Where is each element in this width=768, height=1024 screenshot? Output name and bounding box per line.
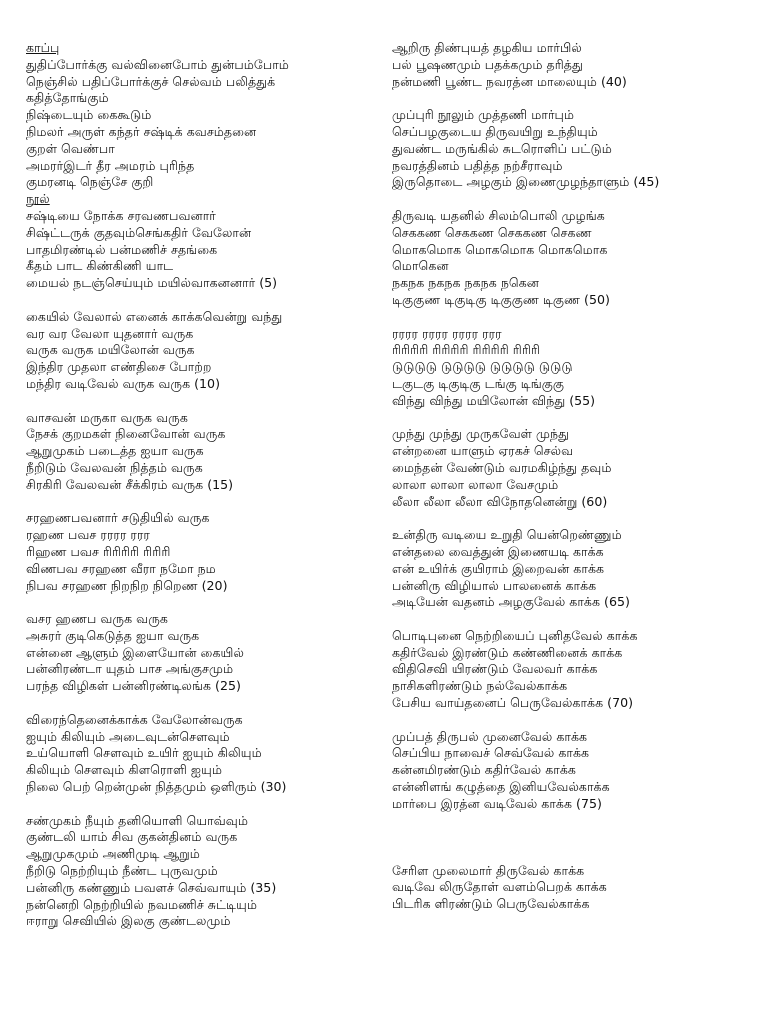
stanza — [392, 326, 764, 410]
stanza — [392, 40, 764, 90]
verse-line: கிலியும் சௌவும் கிளரொளி ஐயும் — [26, 762, 222, 778]
verse-line: மொகமொக மொகமொக மொகமொக — [392, 241, 608, 257]
verse-line: ஆறுமுகம் படைத்த ஐயா வருக — [26, 443, 204, 459]
kappu-verse — [26, 57, 376, 141]
verse-line: ஆறிரு திண்புயத் தழகிய மார்பில் — [392, 40, 582, 55]
verse-line: குண்டலி யாம் சிவ குகன்தினம் வருக — [26, 829, 238, 845]
verse-line: சரஹணபவனார் சடுதியில் வருக — [26, 510, 210, 526]
kappu-heading: காப்பு — [26, 40, 60, 55]
verse-line: திருவடி யதனில் சிலம்பொலி முழங்க — [392, 207, 605, 223]
verse-line: டிகுகுண டிகுடிகு டிகுகுண டிகுண (50) — [392, 291, 610, 307]
verse-line: விதிசெவி யிரண்டும் வேலவர் காக்க — [392, 661, 598, 677]
verse-line: ரஹண பவச ரரரர ரரர — [26, 527, 150, 543]
verse-line: விணபவ சரஹண வீரா நமோ நம — [26, 560, 216, 576]
verse-line: ரரரர ரரரர ரரரர ரரர — [392, 325, 502, 341]
verse-line: நன்னெறி நெற்றியில் நவமணிச் சுட்டியும் — [26, 896, 257, 912]
verse-line: விரைந்தெனைக்காக்க வேலோன்வருக — [26, 711, 243, 727]
nool-heading: நூல் — [26, 191, 50, 207]
stanza — [26, 510, 376, 594]
stanza-gap — [26, 594, 376, 611]
verse-line: நிலை பெற் றென்முன் நித்தமும் ஒளிரும் (30) — [26, 779, 287, 795]
verse-line: நன்மணி பூண்ட நவரத்ன மாலையும் (40) — [392, 73, 627, 89]
verse-line: என் உயிர்க் குயிராம் இறைவன் காக்க — [392, 560, 605, 576]
verse-line: நேசக் குறமகள் நினைவோன் வருக — [26, 426, 226, 442]
verse-line: சிஷ்ட்டருக் குதவும்செங்கதிர் வேலோன் — [26, 224, 252, 240]
verse-line: பிடரிக ளிரண்டும் பெருவேல்காக்க — [392, 896, 590, 912]
verse-line: கதிர்வேல் இரண்டும் கண்ணினைக் காக்க — [392, 644, 623, 660]
verse-line: அடியேன் வதனம் அழகுவேல் காக்க (65) — [392, 594, 630, 610]
stanza — [26, 309, 376, 393]
left-column — [26, 40, 376, 930]
verse-line: நகநக நகநக நகநக நகென — [392, 275, 539, 291]
stanza — [392, 628, 764, 712]
verse-line: லீலா லீலா லீலா விநோதனென்று (60) — [392, 493, 608, 509]
stanza — [392, 208, 764, 309]
verse-line: முப்புரி நூலும் முத்தணி மார்பும் — [392, 107, 575, 123]
verse-line: நெஞ்சில் பதிப்போர்க்குச் செல்வம் பலித்துக் — [26, 73, 276, 89]
stanza-gap — [26, 494, 376, 511]
verse-line: டுடுடுடு டுடுடுடு டுடுடுடு டுடுடு — [392, 359, 573, 375]
verse-line: ரிஹண பவச ரிரிரிரி ரிரிரி — [26, 543, 171, 559]
stanza — [26, 712, 376, 796]
stanza-gap — [26, 292, 376, 309]
verse-line: கீதம் பாட கிண்கிணி யாட — [26, 258, 174, 274]
verse-line: விந்து விந்து மயிலோன் விந்து (55) — [392, 392, 596, 408]
stanza — [392, 426, 764, 510]
stanza-gap — [392, 309, 764, 326]
stanza-gap — [26, 393, 376, 410]
verse-line: நிஷ்டையும் கைகூடும் — [26, 107, 152, 123]
stanza — [392, 863, 764, 913]
verse-line: முப்பத் திருபல் முனைவேல் காக்க — [392, 728, 588, 744]
right-column — [392, 40, 764, 913]
stanza-gap — [392, 410, 764, 427]
verse-line: மைந்தன் வேண்டும் வரமகிழ்ந்து தவும் — [392, 459, 612, 475]
verse-line: வாசவன் மருகா வருக வருக — [26, 409, 188, 425]
venba-verse — [26, 158, 376, 192]
verse-line: பன்னிரண்டா யுதம் பாச அங்குசமும் — [26, 661, 234, 677]
stanza-gap — [392, 611, 764, 628]
verse-line: நிமலர் அருள் கந்தர் சஷ்டிக் கவசம்தனை — [26, 123, 257, 139]
verse-line: வடிவே லிருதோள் வளம்பெறக் காக்க — [392, 879, 607, 895]
verse-line: நாசிகளிரண்டும் நல்வேல்காக்க — [392, 678, 568, 694]
verse-line: சஷ்டியை நோக்க சரவணபவனார் — [26, 207, 216, 223]
verse-line: என்னை ஆளும் இளையோன் கையில் — [26, 644, 244, 660]
stanza — [392, 107, 764, 191]
verse-line: மொகென — [392, 258, 449, 274]
stanza-gap — [392, 712, 764, 729]
verse-line: வசர ஹணப வருக வருக — [26, 611, 168, 627]
stanza-gap — [392, 813, 764, 863]
stanza — [26, 611, 376, 695]
verse-line: நீறிடு நெற்றியும் நீண்ட புருவமும் — [26, 863, 218, 879]
stanza-gap — [392, 90, 764, 107]
verse-line: செப்பிய நாவைச் செவ்வேல் காக்க — [392, 745, 590, 761]
verse-line: பல் பூஷணமும் பதக்கமும் தரித்து — [392, 56, 583, 72]
stanza-gap — [392, 191, 764, 208]
stanza — [26, 208, 376, 292]
verse-line: அமரர்இடர் தீர அமரம் புரிந்த — [26, 157, 195, 173]
verse-line: கன்னமிரண்டும் கதிர்வேல் காக்க — [392, 762, 576, 778]
verse-line: என்னிளங் கழுத்தை இனியவேல்காக்க — [392, 779, 610, 795]
verse-line: மையல் நடஞ்செய்யும் மயில்வாகனனார் (5) — [26, 275, 278, 291]
verse-line: பன்னிரு விழியால் பாலனைக் காக்க — [392, 577, 597, 593]
venba-heading: குறள் வெண்பா — [26, 140, 115, 156]
verse-line: என்தலை வைத்துன் இணையடி காக்க — [392, 543, 604, 559]
verse-line: செப்பழகுடைய திருவயிறு உந்தியும் — [392, 123, 598, 139]
verse-line: குமரனடி நெஞ்சே குறி — [26, 174, 154, 190]
verse-line: பொடிபுனை நெற்றியைப் புனிதவேல் காக்க — [392, 627, 638, 643]
verse-line: இந்திர முதலா எண்திசை போற்ற — [26, 359, 212, 375]
verse-line: துவண்ட மருங்கில் சுடரொளிப் பட்டும் — [392, 140, 612, 156]
verse-line: உன்திரு வடியை உறுதி யென்றெண்ணும் — [392, 527, 622, 543]
stanza — [392, 527, 764, 611]
verse-line: துதிப்போர்க்கு வல்வினைபோம் துன்பம்போம் — [26, 56, 289, 72]
verse-line: கையில் வேலால் எனைக் காக்கவென்று வந்து — [26, 308, 283, 324]
verse-line: சண்முகம் நீயும் தனியொளி யொவ்வும் — [26, 812, 248, 828]
verse-line: வருக வருக மயிலோன் வருக — [26, 342, 195, 358]
verse-line: பன்னிரு கண்ணும் பவளச் செவ்வாயும் (35) — [26, 879, 277, 895]
verse-line: ஐயும் கிலியும் அடைவுடன்சௌவும் — [26, 728, 230, 744]
stanza-gap — [26, 695, 376, 712]
verse-line: நீறிடும் வேலவன் நித்தம் வருக — [26, 459, 203, 475]
verse-line: பாதமிரண்டில் பன்மணிச் சதங்கை — [26, 241, 218, 257]
stanza-gap — [392, 510, 764, 527]
verse-line: மந்திர வடிவேல் வருக வருக (10) — [26, 375, 220, 391]
verse-line: டகுடகு டிகுடிகு டங்கு டிங்குகு — [392, 375, 565, 391]
verse-line: நிபவ சரஹண நிறநிற நிறெண (20) — [26, 577, 228, 593]
verse-line: ஆறுமுகமும் அணிமுடி ஆறும் — [26, 846, 200, 862]
stanza — [26, 813, 376, 931]
verse-line: ரிரிரிரி ரிரிரிரி ரிரிரிரி ரிரிரி — [392, 342, 540, 358]
verse-line: பரந்த விழிகள் பன்னிரண்டிலங்க (25) — [26, 678, 241, 694]
verse-line: சேரிள முலைமார் திருவேல் காக்க — [392, 862, 585, 878]
verse-line: நவரத்தினம் பதித்த நற்சீராவும் — [392, 157, 563, 173]
stanza-gap — [26, 796, 376, 813]
verse-line: செககண செககண செககண செகண — [392, 224, 592, 240]
verse-line: லாலா லாலா லாலா வேசமும் — [392, 476, 559, 492]
verse-line: சிரகிரி வேலவன் சீக்கிரம் வருக (15) — [26, 476, 234, 492]
verse-line: உய்யொளி சௌவும் உயிர் ஐயும் கிலியும் — [26, 745, 262, 761]
verse-line: அசுரர் குடிகெடுத்த ஐயா வருக — [26, 627, 200, 643]
verse-line: என்றனை யாளும் ஏரகச் செல்வ — [392, 443, 574, 459]
stanza — [392, 729, 764, 813]
verse-line: வர வர வேலா யுதனார் வருக — [26, 325, 194, 341]
verse-line: பேசிய வாய்தனைப் பெருவேல்காக்க (70) — [392, 695, 634, 711]
verse-line: ஈராறு செவியில் இலகு குண்டலமும் — [26, 913, 231, 929]
verse-line: இருதொடை அழகும் இணைமுழந்தாளும் (45) — [392, 174, 660, 190]
verse-line: மார்பை இரத்ன வடிவேல் காக்க (75) — [392, 795, 602, 811]
verse-line: கதித்தோங்கும் — [26, 90, 109, 106]
verse-line: முந்து முந்து முருகவேள் முந்து — [392, 426, 570, 442]
stanza — [26, 410, 376, 494]
